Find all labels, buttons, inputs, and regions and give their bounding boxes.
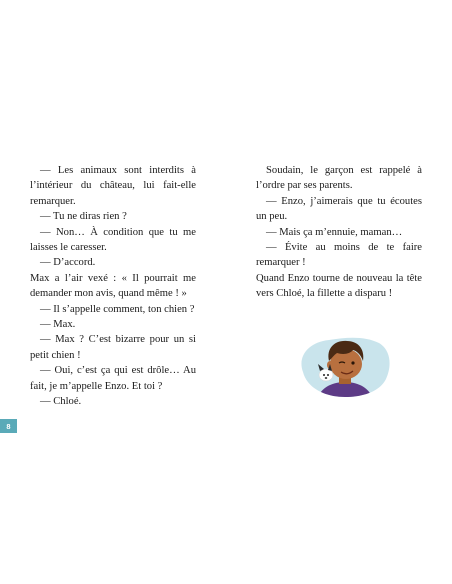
left-text-column [30,163,196,410]
paragraph: — Il s’appelle comment, ton chien ? [40,303,195,315]
paragraph: — Évite au moins de te faire remarquer ! [256,242,422,269]
paragraph: — Non… À condition que tu me laisses le caresser. [30,226,196,254]
paragraph: — Tu ne diras rien ? [40,211,127,223]
right-text-column [256,163,422,302]
boy-eye [351,361,354,364]
paragraph: — Enzo, j’aimerais que tu écoutes un peu. [256,195,422,223]
paragraph: Max a l’air vexé : « Il pourrait me demander mon avis, quand même ! » [30,272,196,300]
paragraph: — Chloé. [40,396,82,408]
paragraph: — Les animaux sont interdits à l’intérieur du château, lui fait-elle remarquer. [30,165,196,207]
paragraph: — Max ? C’est bizarre pour un si petit chien ! [30,334,196,361]
page-number: 8 [6,421,11,431]
paragraph: — Mais ça m’ennuie, maman… [266,226,403,238]
paragraph: Soudain, le garçon est rappelé à l’ordre par ses parents. [256,165,422,192]
boy-and-dog-illustration [295,334,392,399]
illustration-svg [295,334,392,399]
page-number-badge [0,419,17,433]
paragraph: — Oui, c’est ça qui est drôle… Au fait, je m’appelle Enzo. Et toi ? [30,365,196,392]
paragraph: Quand Enzo tourne de nouveau la tête vers Chloé, la fillette a disparu ! [256,272,422,300]
paragraph: — Max. [40,319,76,331]
paragraph: — D’accord. [40,257,96,269]
